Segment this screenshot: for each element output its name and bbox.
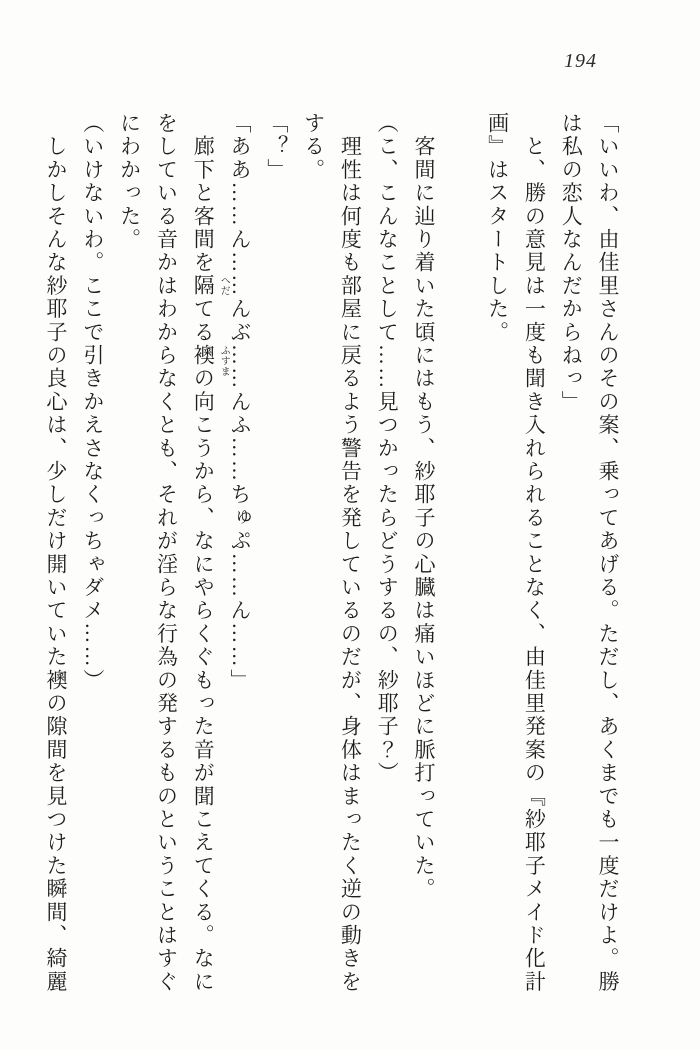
paragraph: しかしそんな紗耶子の良心は、少しだけ開いていた襖の隙間を見つけた瞬間、綺麗 (44, 112, 69, 994)
paragraph: 廊下と客間を隔 へだ てる襖 ふすま の向こうから、なにやらくぐもった音が聞こえてくる。なにをしている音かはわからなくとも、それが淫らな行為の発するものということはすぐにわかった。 (117, 112, 230, 994)
ruby-text: へだ (218, 275, 230, 297)
page-text (20, 112, 626, 996)
paragraph: 理性は何度も部屋に戻るよう警告を発しているのだが、身体はまったく逆の動きをする。 (301, 112, 363, 994)
ruby-text: ふすま (218, 345, 230, 377)
paragraph: 「ああ……ん……んぶ……んふ……ちゅぷ……ん……」 (228, 112, 253, 692)
ruby-base: 襖 ふすま (191, 344, 230, 377)
paragraph: 「？」 (264, 112, 289, 182)
blank-line (442, 112, 479, 996)
page-number: 194 (564, 50, 597, 72)
paragraph: （こ、こんなことして……見つかったらどうするの、紗耶子？） (375, 112, 400, 785)
paragraph: と、勝の意見は一度も聞き入れられることなく、由佳里発案の『紗耶子メイド化計画』はスタートした。 (485, 112, 547, 994)
paragraph: （いけないわ。ここで引きかえさなくっちゃダメ……） (80, 112, 105, 692)
paragraph: 客間に辿り着いた頃にはもう、紗耶子の心臓は痛いほどに脈打っていた。 (412, 112, 437, 901)
paragraph: 「いいわ、由佳里さんのその案、乗ってあげる。ただし、あくまでも一度だけよ。勝は私の恋人なんだからねっ」 (559, 112, 620, 994)
ruby-base: 隔 へだ (191, 274, 230, 298)
